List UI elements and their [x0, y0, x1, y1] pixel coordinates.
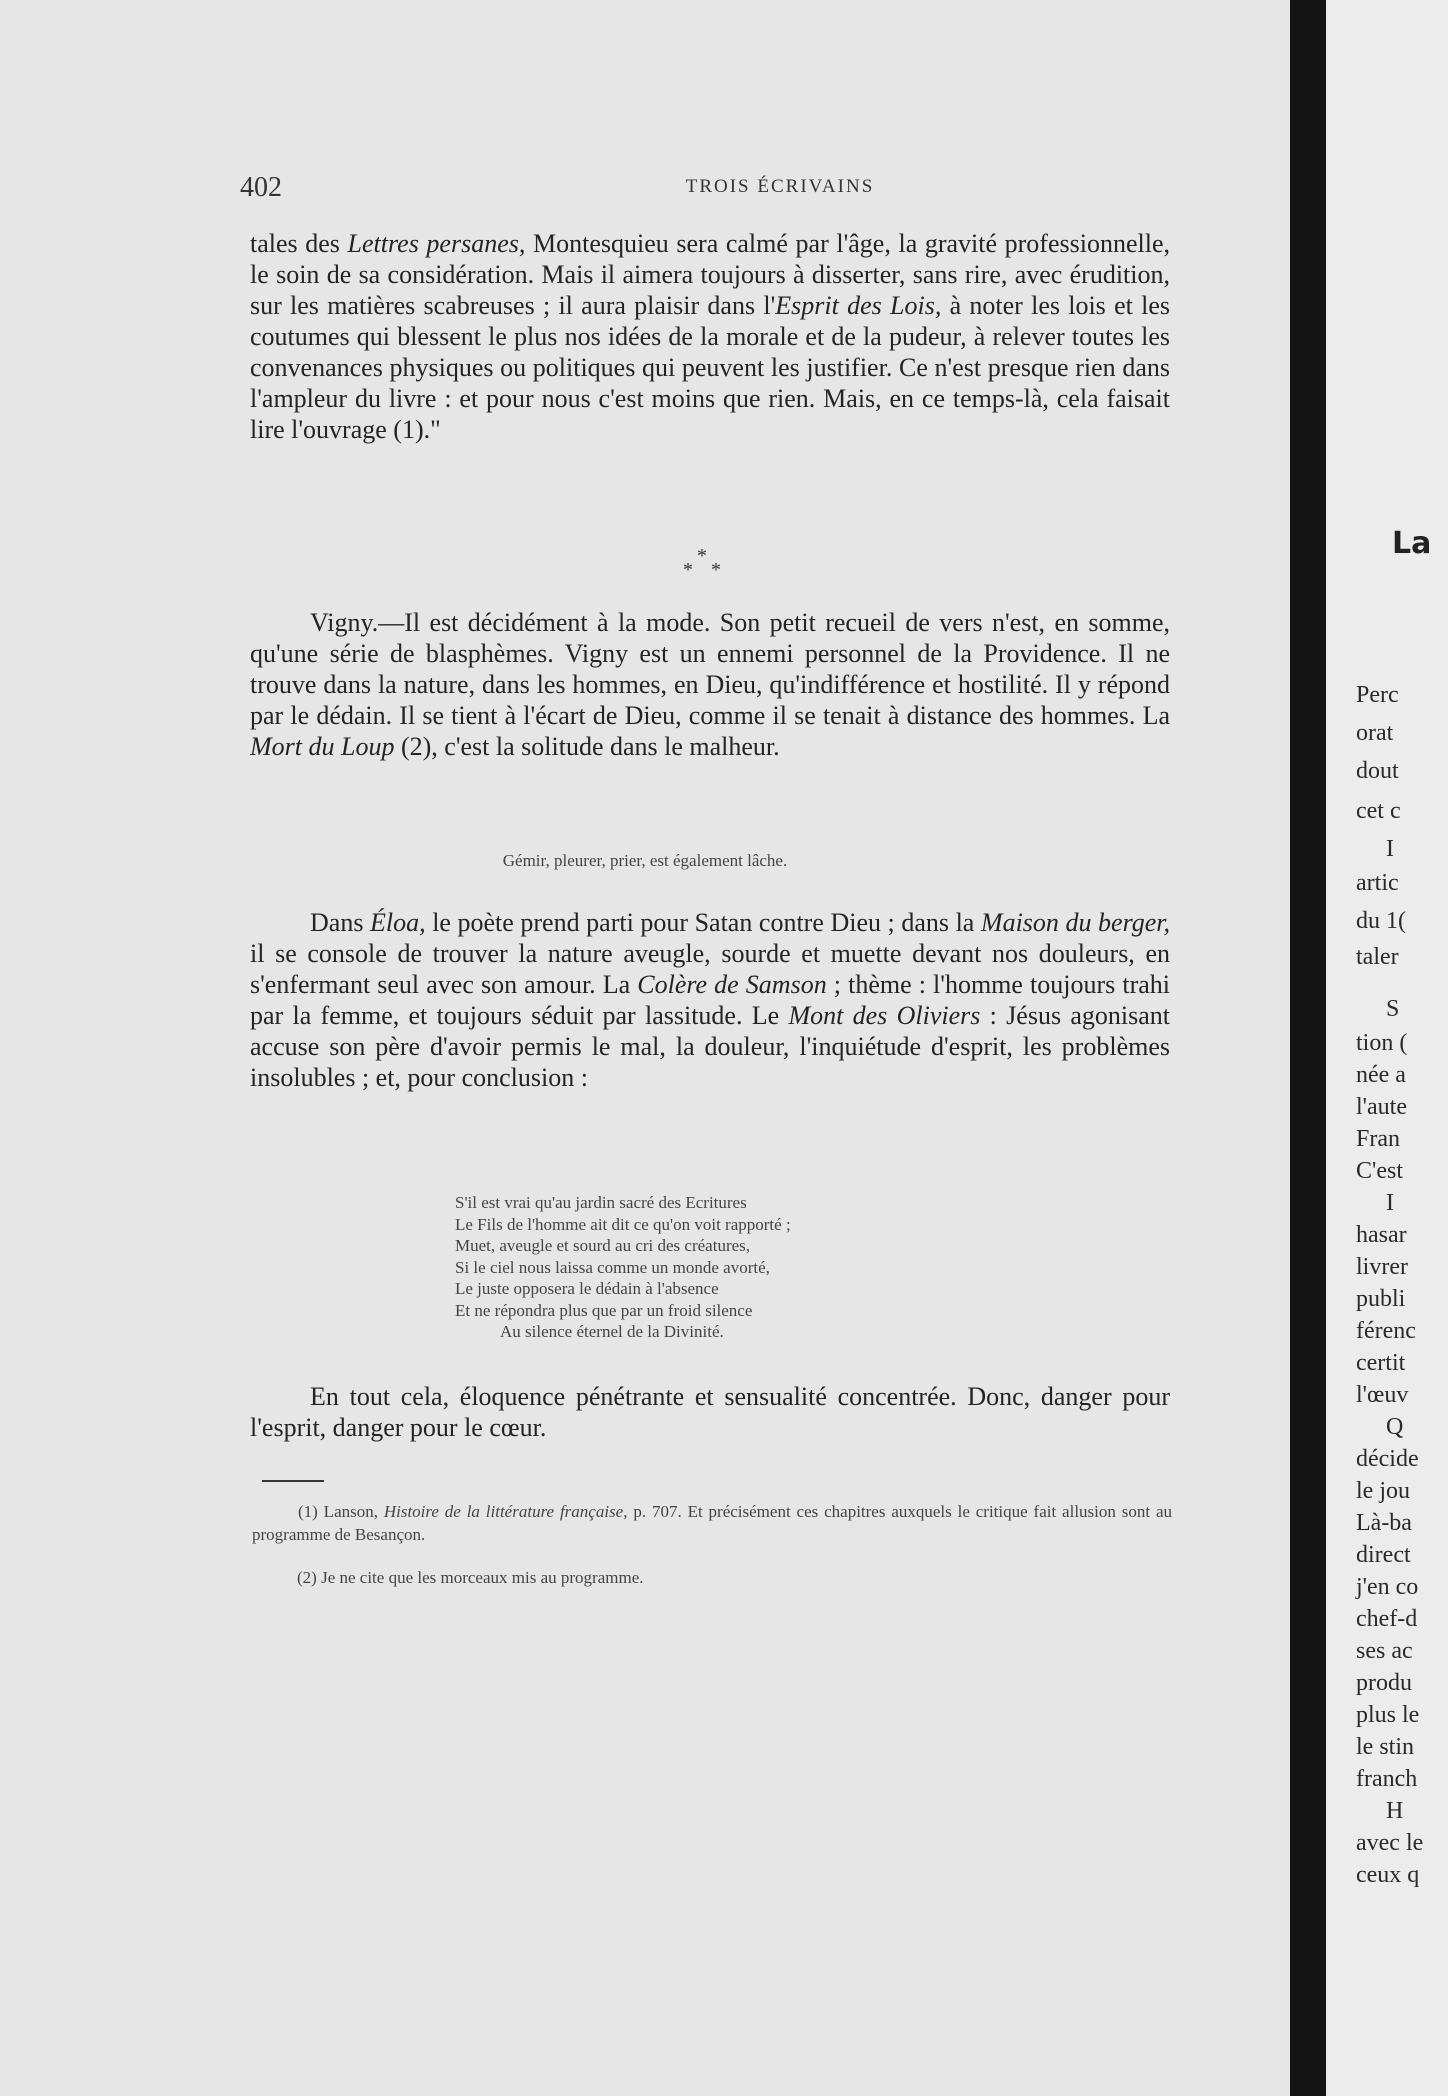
text-run: Vigny.—Il est décidément à la mode. Son petit recueil de vers n'est, en somme, qu'une série de blasphèmes. Vigny est un ennemi personnel de la Providence. Il ne trouve dans la nature, dans les hommes, en Dieu, qu'indifférence et hostilité. Il y répond par le dédain. Il se tient à l'écart de Dieu, comme il se tenait à distance des hommes. La	[250, 608, 1170, 730]
italic-title: Mont des Oliviers	[788, 1001, 981, 1030]
text-fragment: l'aute	[1356, 1094, 1407, 1120]
text-run: (1) Lanson,	[298, 1502, 384, 1521]
italic-title: Éloa,	[370, 908, 426, 937]
right-page	[1326, 0, 1448, 2096]
paragraph-montesquieu	[250, 228, 1170, 445]
footnotes	[252, 1500, 1172, 1589]
text-fragment: ceux q	[1356, 1862, 1420, 1888]
text-fragment: avec le	[1356, 1830, 1424, 1856]
text-fragment: C'est	[1356, 1158, 1403, 1184]
poem-line: Si le ciel nous laissa comme un monde avorté,	[455, 1257, 770, 1277]
poem-line: Muet, aveugle et sourd au cri des créatures,	[455, 1236, 751, 1255]
text-fragment: férenc	[1356, 1318, 1416, 1344]
text-fragment: artic	[1356, 870, 1399, 896]
text-fragment: H	[1386, 1798, 1404, 1824]
text-fragment: livrer	[1356, 1254, 1408, 1280]
text-run: Dans	[310, 908, 371, 937]
text-fragment: I	[1386, 1190, 1394, 1216]
text-run: à noter les lois et les coutumes qui blessent le plus nos idées de la morale et de la pudeur, à relever toutes les convenances physiques ou politiques qui peuvent les justifier. Ce n'est presque rien dans l'ampleur du livre : et pour nous c'est moins que rien. Mais, en ce temps-là, cela faisait lire l'ouvrage (1)."	[250, 291, 1170, 444]
poem-line: Et ne répondra plus que par un froid silence	[455, 1300, 753, 1320]
text-fragment: cet c	[1356, 798, 1401, 824]
text-fragment: l'œuv	[1356, 1382, 1409, 1408]
poem-line: Le juste opposera le dédain à l'absence	[455, 1279, 719, 1298]
footnote-rule	[262, 1480, 324, 1482]
text-fragment: direct	[1356, 1542, 1411, 1568]
footnote-2: (2) Je ne cite que les morceaux mis au programme.	[297, 1568, 644, 1587]
text-run: Montesquieu sera calmé par l'âge, la gravité professionnelle, le soin de sa considération. Mais il aimera toujours à disserter, sans rire, avec érudition, sur les matières scabreuses ; il aura plaisir dans l'	[250, 229, 1170, 320]
text-fragment: le stin	[1356, 1734, 1414, 1760]
paragraph-poems	[250, 907, 1170, 1093]
conclusion-text: En tout cela, éloquence pénétrante et sensualité concentrée. Donc, danger pour l'esprit, danger pour le cœur.	[250, 1382, 1170, 1442]
text-fragment: produ	[1356, 1670, 1412, 1696]
italic-title: Lettres persanes,	[347, 229, 526, 258]
text-fragment: plus le	[1356, 1702, 1420, 1728]
poem-line: Le Fils de l'homme ait dit ce qu'on voit rapporté ;	[455, 1214, 791, 1234]
text-fragment: publi	[1356, 1286, 1406, 1312]
paragraph-conclusion	[250, 1381, 1170, 1443]
text-fragment: I	[1386, 836, 1394, 862]
text-run: : Jésus agonisant accuse son père d'avoir permis le mal, la douleur, l'inquiétude d'esprit, les problèmes insolubles ; et, pour conclusion :	[250, 1001, 1170, 1092]
text-run: tales des	[250, 229, 348, 258]
text-run: ; thème : l'homme toujours trahi par la femme, et toujours séduit par lassitude. Le	[250, 970, 1170, 1030]
text-run: p. 707. Et précisément ces chapitres auxquels le critique fait allusion sont au programme de Besançon.	[252, 1502, 1172, 1544]
text-fragment: S	[1386, 996, 1400, 1022]
text-fragment: orat	[1356, 720, 1394, 746]
running-title: TROIS ÉCRIVAINS	[685, 176, 875, 197]
book-gutter	[1290, 0, 1326, 2096]
text-fragment: Q	[1386, 1414, 1404, 1440]
text-run: il se console de trouver la nature aveugle, sourde et muette devant nos douleurs, en s'enfermant seul avec son amour. La	[250, 939, 1170, 999]
poem-line: S'il est vrai qu'au jardin sacré des Ecritures	[455, 1193, 747, 1212]
page-number: 402	[240, 172, 282, 203]
italic-title: Mort du Loup	[250, 732, 395, 761]
poem-stanza	[455, 1192, 791, 1343]
paragraph-vigny	[250, 607, 1170, 762]
text-fragment: tion (	[1356, 1030, 1408, 1056]
asterism-separator: * * *	[683, 545, 721, 581]
text-fragment: Fran	[1356, 1126, 1400, 1152]
italic-title: Histoire de la littérature française,	[383, 1502, 628, 1521]
text-fragment: ses ac	[1356, 1638, 1413, 1664]
text-fragment: Perc	[1356, 682, 1399, 708]
text-fragment: du 1(	[1356, 908, 1406, 934]
italic-title: Colère de Samson	[637, 970, 827, 999]
text-fragment: Là-ba	[1356, 1510, 1412, 1536]
text-run: (2), c'est la solitude dans le malheur.	[394, 732, 780, 761]
text-fragment: née a	[1356, 1062, 1406, 1088]
text-run: le poète prend parti pour Satan contre Dieu ; dans la	[425, 908, 981, 937]
text-fragment: le jou	[1356, 1478, 1410, 1504]
text-fragment: franch	[1356, 1766, 1418, 1792]
footnote-1	[252, 1500, 1172, 1546]
text-fragment: certit	[1356, 1350, 1406, 1376]
text-fragment: taler	[1356, 944, 1399, 970]
text-fragment: hasar	[1356, 1222, 1407, 1248]
text-fragment: chef-d	[1356, 1606, 1418, 1632]
text-fragment: décide	[1356, 1446, 1419, 1472]
right-page-heading: La	[1392, 526, 1432, 561]
page-header	[240, 172, 1170, 206]
text-fragment: dout	[1356, 758, 1399, 784]
italic-title: Esprit des Lois,	[775, 291, 942, 320]
verse-quote: Gémir, pleurer, prier, est également lâche.	[502, 851, 788, 870]
poem-line: Au silence éternel de la Divinité.	[500, 1322, 724, 1341]
italic-title: Maison du berger,	[980, 908, 1171, 937]
text-fragment: j'en co	[1356, 1574, 1419, 1600]
